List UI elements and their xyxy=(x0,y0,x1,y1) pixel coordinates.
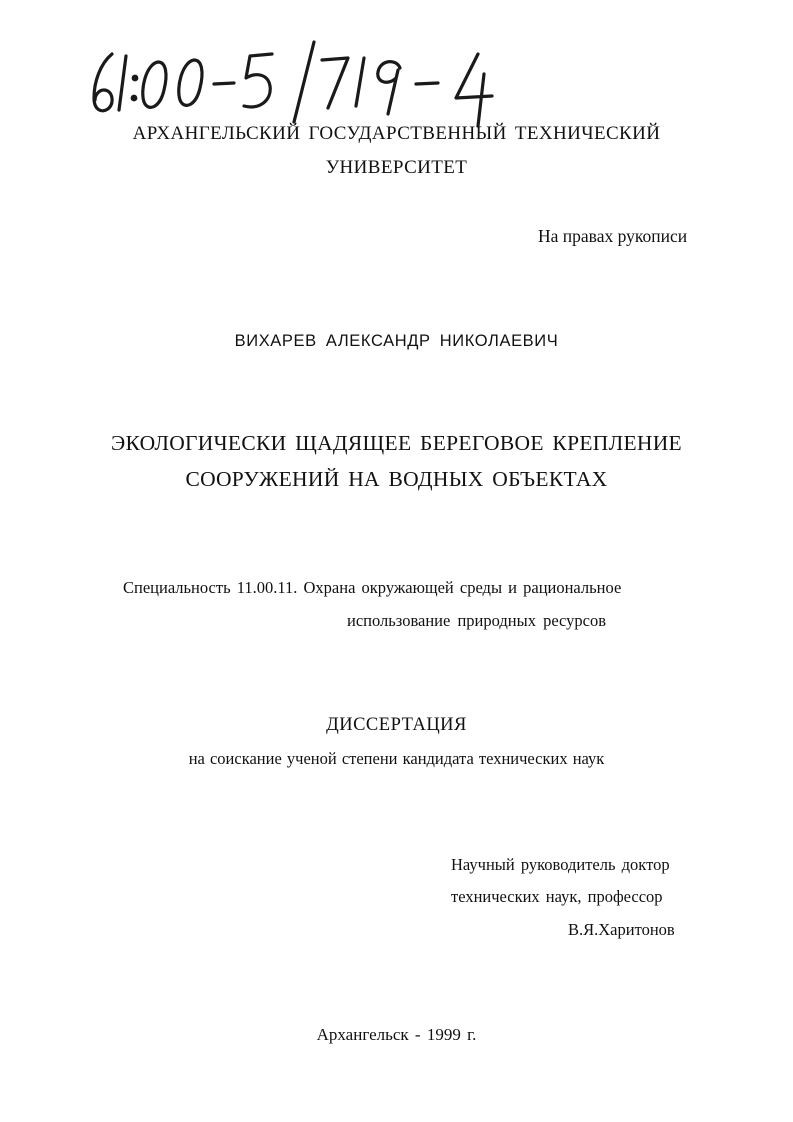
specialty-line-1: Специальность 11.00.11. Охрана окружающей среды и рациональное xyxy=(123,578,622,597)
university-name-line-2: УНИВЕРСИТЕТ xyxy=(325,157,468,178)
work-type: ДИССЕРТАЦИЯ xyxy=(326,715,467,735)
handwritten-archive-number xyxy=(82,40,522,130)
dissertation-title-line-2: СООРУЖЕНИЙ НА ВОДНЫХ ОБЪЕКТАХ xyxy=(185,467,608,491)
specialty-line-2: использование природных ресурсов xyxy=(347,611,607,630)
supervisor-name: В.Я.Харитонов xyxy=(568,920,675,939)
university-name-line-1: АРХАНГЕЛЬСКИЙ ГОСУДАРСТВЕННЫЙ ТЕХНИЧЕСКИЙ xyxy=(132,123,661,144)
rights-note: На правах рукописи xyxy=(538,226,688,246)
dissertation-title-line-1: ЭКОЛОГИЧЕСКИ ЩАДЯЩЕЕ БЕРЕГОВОЕ КРЕПЛЕНИЕ xyxy=(111,431,682,455)
degree-line: на соискание ученой степени кандидата технических наук xyxy=(188,749,605,768)
place-and-year: Архангельск - 1999 г. xyxy=(316,1025,477,1044)
author-name: ВИХАРЕВ АЛЕКСАНДР НИКОЛАЕВИЧ xyxy=(234,332,559,350)
supervisor-line-2: технических наук, профессор xyxy=(451,887,663,906)
supervisor-line-1: Научный руководитель доктор xyxy=(451,855,670,874)
